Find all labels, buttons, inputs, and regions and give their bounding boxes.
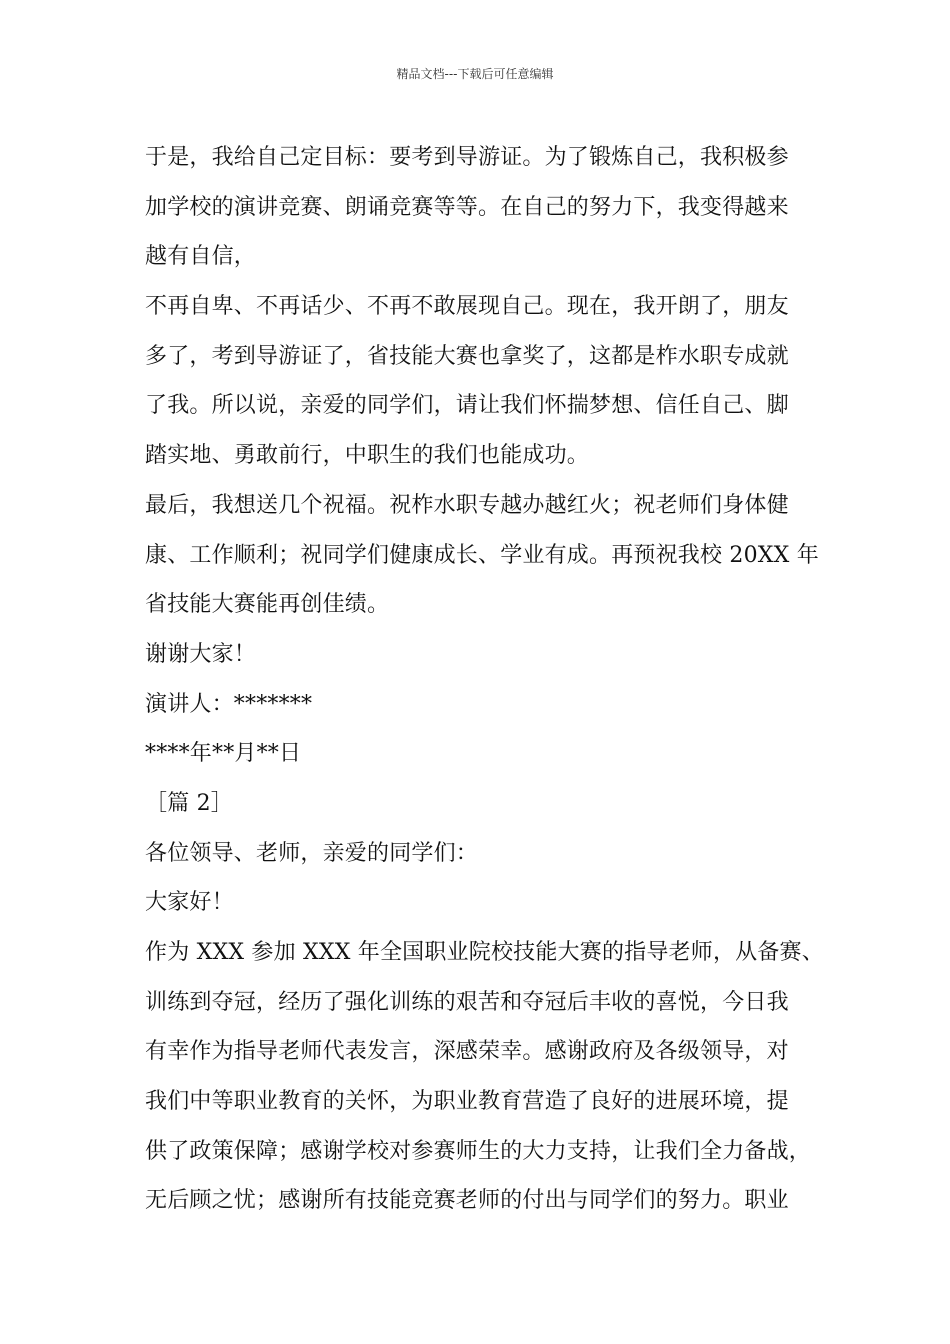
document-body: [145, 133, 835, 1226]
text-line: 多了，考到导游证了，省技能大赛也拿奖了，这都是柞水职专成就: [145, 343, 789, 369]
salutation: 各位领导、老师，亲爱的同学们：: [145, 840, 479, 866]
text-line: 不再自卑、不再话少、不再不敢展现自己。现在，我开朗了，朋友: [145, 294, 789, 320]
text-line: 了我。所以说，亲爱的同学们，请让我们怀揣梦想、信任自己、脚: [145, 393, 789, 419]
text-line: 省技能大赛能再创佳绩。: [145, 592, 390, 618]
speaker-line: 演讲人：*******: [145, 691, 313, 717]
text-line: 越有自信，: [145, 244, 257, 270]
text-line: 有幸作为指导老师代表发言，深感荣幸。感谢政府及各级领导，对: [145, 1039, 789, 1065]
text-line: 最后，我想送几个祝福。祝柞水职专越办越红火；祝老师们身体健: [145, 492, 789, 518]
page-header: 精品文档---下载后可任意编辑: [396, 67, 554, 81]
text-line: 无后顾之忧；感谢所有技能竞赛老师的付出与同学们的努力。职业: [145, 1188, 789, 1214]
text-line: 供了政策保障；感谢学校对参赛师生的大力支持，让我们全力备战，: [145, 1138, 812, 1164]
section-heading: ［篇 2］: [145, 790, 233, 816]
date-line: ****年**月**日: [145, 741, 302, 767]
text-line: 作为 XXX 参加 XXX 年全国职业院校技能大赛的指导老师，从备赛、: [145, 940, 824, 965]
text-line: 于是，我给自己定目标：要考到导游证。为了锻炼自己，我积极参: [145, 145, 789, 170]
text-line: 康、工作顺利；祝同学们健康成长、学业有成。再预祝我校 20XX 年: [145, 542, 819, 568]
text-line: 训练到夺冠，经历了强化训练的艰苦和夺冠后丰收的喜悦，今日我: [145, 989, 789, 1015]
closing-thanks: 谢谢大家！: [145, 641, 257, 667]
text-line: 我们中等职业教育的关怀，为职业教育营造了良好的进展环境，提: [145, 1089, 789, 1115]
greeting: 大家好！: [145, 890, 234, 916]
text-line: 踏实地、勇敢前行，中职生的我们也能成功。: [145, 443, 590, 469]
text-line: 加学校的演讲竞赛、朗诵竞赛等等。在自己的努力下，我变得越来: [145, 194, 789, 220]
